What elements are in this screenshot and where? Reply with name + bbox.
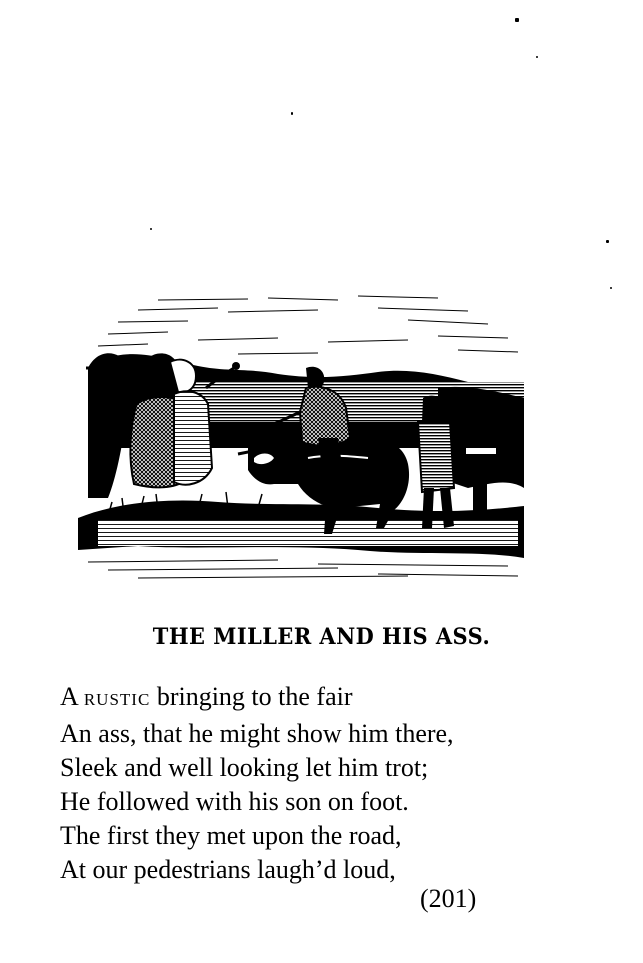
print-speck: [150, 228, 152, 230]
poem-text: [60, 680, 620, 887]
poem-line-lead: A: [60, 682, 84, 711]
print-speck: [610, 287, 612, 289]
print-speck: [606, 240, 609, 243]
page-number: (201): [420, 884, 477, 913]
print-speck: [536, 56, 538, 58]
poem-line-rest: bringing to the fair: [150, 682, 353, 711]
story-title: THE MILLER AND HIS ASS.: [152, 624, 491, 650]
poem-line: He followed with his son on foot.: [60, 787, 409, 816]
print-speck: [515, 18, 519, 22]
engraving-illustration: [78, 288, 530, 590]
print-speck: [291, 112, 293, 115]
poem-line: The first they met upon the road,: [60, 821, 402, 850]
sky-hatching: [98, 296, 518, 354]
road-lines: [88, 560, 518, 578]
poem-line: At our pedestrians laugh’d loud,: [60, 855, 396, 884]
poem-line: [60, 680, 620, 717]
poem-line: An ass, that he might show him there,: [60, 719, 454, 748]
poem-smallcaps-word: RUSTIC: [83, 690, 151, 709]
poem-line: Sleek and well looking let him trot;: [60, 753, 429, 782]
